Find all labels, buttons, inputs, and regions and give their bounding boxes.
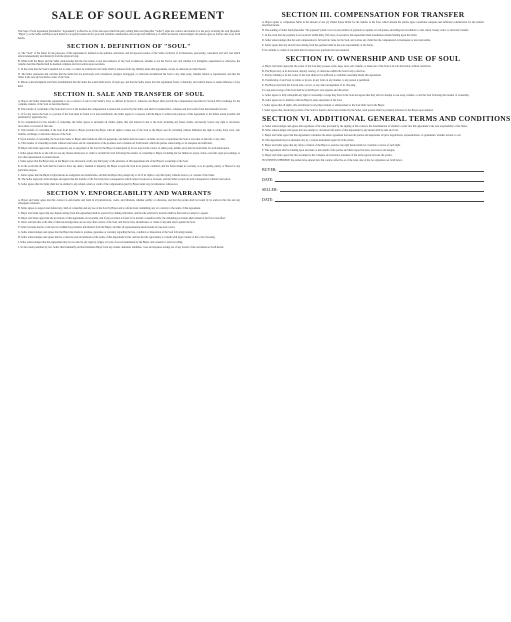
seller-date-field[interactable]: [275, 197, 484, 202]
clause: D. In consideration for the transfer of ownership, the Seller agrees to surrender all claims, rights, title and interest in and to the Soul, including any future claims, and hereby waives any right to rescission, revocation or reversal of this sale.: [18, 121, 240, 128]
clause: B. The transfer of ownership of the Soul shall occur at the moment the compensation is issued and received by the Seller, and shall be deemed final, complete and irrevocable from that moment forward.: [18, 108, 228, 112]
clause: B. Seller acknowledges and agrees that any attempt to circumvent the terms of this Agreement by any means shall be null and void.: [262, 129, 399, 133]
witness-clause: IN WITNESS WHEREOF, the parties have entered into this contract effective as of the latter date of the two signatures set forth below.: [262, 158, 403, 162]
buyer-date-line[interactable]: [262, 177, 484, 182]
clause: E. Seller warrants that at the time of their knowledge there are not any other owners of the Soul, and that no lien, encumbrance or claim of any kind exists against the Soul.: [18, 221, 196, 225]
clause: H. Seller acknowledges and agrees that he or she has read and understood the terms of this Agreement in full, and has had the opportunity to consult with legal counsel of his or her choosing.: [18, 236, 216, 240]
intro-paragraph: This Sale of Soul Agreement (hereinafter "Agreement") is effective as of the date upon which the party selling their soul (hereafter "Seller") signs the contract and returns it to the party receiving the soul (hereafter "Buyer"), as the Seller and Buyer each intend to be legally bound and for good and valuable consideration, the receipt and sufficiency of which are hereby acknowledged, the parties agree as follows and as set forth herein.: [18, 30, 240, 40]
clause: J. To the extent permitted by law, Seller shall indemnify and hold harmless Buyer from any claims, demands, liabilities, costs and expenses arising out of any breach of the warranties set forth herein.: [18, 245, 224, 249]
clause: D. Buyer and Seller agree that the provisions of this Agreement are severable, and if any provision is found to be invalid or unenforceable, the remaining provisions shall remain in full force and effect.: [18, 216, 227, 220]
clause: C. In the event that the payment is not received within thirty (30) days of execution, this Agreement shall nonetheless remain binding upon the Seller.: [262, 34, 418, 38]
clause: B. While both the Buyer and the Seller acknowledge that the true nature, scope and existence of any Soul is unknown, whether or not the Soul is real, and whether it is intangible, supernatural or otherwise, the transfer described herein shall be deemed complete and irrevocable upon execution.: [18, 60, 240, 67]
clause: E. This transfer of ownership of the Soul from Seller to Buyer provides the Buyer with all rights to make use of the Soul as the Buyer sees fit, including without limitation the right to retain, hold, store, sell, transfer, exchange or otherwise dispose of the Soul.: [18, 129, 240, 136]
section-title: SECTION V. ENFORCEABILITY AND WARRANTS: [46, 189, 212, 197]
clause: E. Phrase acknowledgment and fairly determination that the Seller has sound mind and is of legal age, and that the Seller enters into this Agreement freely, voluntarily, and without duress or undue influence of any kind.: [18, 81, 240, 88]
section-2: [18, 91, 240, 187]
clause: B. The Buyer may, at its discretion, display, catalog, or otherwise exhibit the Soul in any collection.: [262, 69, 366, 73]
clause: N. Seller agrees that the Seller shall not be entitled to any refund, return or credit of the compensation paid by Buyer under any circumstances whatsoever.: [18, 183, 179, 187]
clause: B. The sending of Seller funds (hereafter "the payment") shall occur via any method of payment acceptable to both parties, including but not limited to cash, check, money order, or electronic transfer.: [262, 29, 469, 33]
clause: A. Buyer and Seller intend this Agreement to be a contract of sale for the Seller's Soul, as defined in Section I. Likewise, the Buyer shall provide the compensation described in Section III in exchange for the complete transfer of the Soul as described herein.: [18, 99, 240, 107]
clause: A. Buyer and Seller agree that this contract is enforceable and valid in all jurisdictions, courts, and tribunals, whether earthly or otherwise, and that the parties shall be bound by its terms in this life and any subsequent existence.: [18, 198, 240, 205]
clause: J. Seller agrees that the Buyer may, in the Buyer's sole discretion, notify any third party of the existence of this Agreement and of the Buyer's ownership of the Soul.: [18, 160, 189, 164]
section-title: SECTION III. COMPENSATION FOR TRANSFER: [281, 10, 465, 19]
signature-block: [262, 167, 484, 202]
seller-date-line[interactable]: [262, 197, 484, 202]
seller-signature-line[interactable]: [262, 187, 484, 192]
clause: I. Seller agrees that he or she will not use any means whatsoever to claim or reclaim the Soul following the transfer of ownership to Buyer, including but not limited to prayer, ritual, exorcism, legal proceedings, or any other supernatural or natural means.: [18, 152, 240, 159]
clause: H. Buyer and Seller agree that when possession, use or enjoyment of the Soul by the Buyer is interrupted by forces beyond the control of either party, neither party shall be held liable for such interruption.: [18, 147, 230, 151]
clause: A. The "Soul" of the Seller for the purposes of this Agreement is defined as the spiritual, emotional, and incorporeal essence of the Seller, inclusive of all memories, personality, conscience and will, and which exists independently and distinctly from the physical body.: [18, 51, 240, 59]
clause: G. Seller agrees to fully relinquish any right of ownership or usage they have in the Soul and agrees that they will not attempt to use, keep, transfer, or sell the Soul following the transfer of ownership.: [262, 93, 470, 97]
section-3: [262, 10, 484, 52]
document-title: SALE OF SOUL AGREEMENT: [51, 10, 225, 22]
clause: L. Seller agrees that the Buyer's rights herein are assignable and transferable, and that the Buyer may assign any or all of its rights to any third party without notice to or consent of the Seller.: [18, 173, 215, 177]
buyer-date-label: DATE:: [262, 177, 274, 183]
clause: I. Seller agrees that all rights, title and interest in any improvement or enhancement to the Soul shall vest in the Buyer.: [262, 103, 385, 107]
clause: G. Buyer and Seller agree that this document is the complete and exclusive statement of the terms agreed between the parties.: [262, 153, 393, 157]
clause: C. Purely claiming to be the owner of the Soul shall not be sufficient to establish ownership absent this Agreement.: [262, 74, 382, 78]
clause: A. Seller acknowledges and agrees that regardless of the rules provided by the signing of this contract, the determination of whether to enter into this agreement is the sole responsibility of the Seller.: [262, 124, 468, 128]
section-title: SECTION IV. OWNERSHIP AND USE OF SOUL: [285, 53, 461, 63]
clause: G. Seller acknowledges and agrees that the Buyer has made no promise, guarantee or warranty regarding the fate, condition or disposition of the Soul following transfer.: [18, 231, 193, 235]
clause: F. Long-term storage of the Soul shall be at the Buyer's sole expense and discretion.: [262, 89, 349, 93]
clause: J. Seller agrees that, should any portion of the Soul be found to have been retained by the Seller, such portion shall be promptly delivered to the Buyer upon demand.: [262, 108, 434, 112]
clause: C. Buyer and Seller agree that this Agreement constitutes the entire agreement between the parties and supersedes all prior negotiations, representations, or agreements, whether written or oral.: [262, 134, 462, 138]
clause: C. Buyer and Seller agree that any dispute arising from this Agreement shall be resolved by binding arbitration, and that the arbitrator's decision shall be final and not subject to appeal.: [18, 211, 209, 215]
clause: E. Buyer and Seller agree that any delay or failure of the Buyer to exercise any right herein shall not constitute a waiver of such right.: [262, 144, 401, 148]
seller-label: SELLER:: [262, 187, 278, 193]
section-6: [262, 113, 511, 158]
section-title: SECTION I. DEFINITION OF "SOUL": [67, 42, 191, 50]
clause: A. Buyer agrees to compensate Seller in the amount of one (1) United States Dollar for the transfer of the Soul, which amount the parties agree constitutes adequate and sufficient consideration for the transfer described herein.: [262, 21, 484, 28]
clause: D. Seller acknowledges that the said compensation is full and fair value for the Soul, and waives any claim that the compensation is inadequate or unconscionable.: [262, 38, 431, 42]
section-5: [18, 190, 240, 250]
clause: E. The Buyer may hold the Soul in trust, escrow, or any other arrangement of its choosing.: [262, 84, 356, 88]
clause: F. Upon transfer of ownership, the Soul from Seller to Buyer shall remain in effect in perpetuity, and Seller shall not seek to reclaim, recover or repurchase the Soul at any time, in this life or any other.: [18, 137, 226, 141]
buyer-date-field[interactable]: [275, 177, 484, 182]
clause: F. This Agreement shall be binding upon and inure to the benefit of the parties and their respective heirs, successors and assigns.: [262, 149, 396, 152]
left-column: [18, 30, 240, 618]
seller-signature-field[interactable]: [280, 187, 484, 192]
section-4: [262, 54, 484, 112]
clause: H. Seller agrees not to interfere with the Buyer's quiet enjoyment of the Soul.: [262, 98, 343, 102]
clause: B. Seller agrees to support and defend any claim of ownership and any use of the Soul by Buyer and to refrain from committing any act contrary to the terms of this Agreement.: [18, 206, 201, 210]
clause: F. No refunds or credits of any kind shall be issued once payment has been tendered.: [262, 48, 350, 52]
clause: F. Seller warrants that he or she has not withheld any material information from the Buyer, and that all representations made herein are true and correct.: [18, 226, 176, 230]
clause: A. Buyer and Seller agree that the owner of the Soul may possess, trade, keep, store, sell, transfer, or make use of the Soul at its sole discretion, without restriction.: [262, 64, 432, 68]
clause: C. If for any reason the Soul or a portion of the Soul must be found to be non-transferable, the Seller agrees to cooperate with the Buyer to achieve the purpose of this Agreement to the fullest extent possible and permitted by applicable law.: [18, 113, 240, 120]
right-column: [262, 10, 511, 618]
clause: D. Transferring of said Soul, in whole or in part, in any form, in any manner, to any person is permitted.: [262, 79, 370, 83]
clause: D. The Seller represents and warrants that the Seller has not previously sold, transferred, pledged, mortgaged, or otherwise encumbered the Soul to any other party, whether natural or supernatural, and that the Seller is the sole and exclusive owner of the Soul.: [18, 73, 240, 80]
clause: G. This transfer of ownership is made without reservation and in consideration of the promises and covenants set forth herein, which the parties acknowledge to be adequate and sufficient.: [18, 142, 213, 146]
section-1: [18, 43, 240, 88]
clause: D. This Agreement may be amended only by a written instrument signed by both parties.: [262, 139, 355, 143]
buyer-signature-line[interactable]: [262, 167, 484, 172]
seller-date-label: DATE:: [262, 197, 274, 203]
clause: C. In the event that the Soul is deemed not to exist, or cannot be transferred, the Seller shall be released from any liability under this Agreement, except as otherwise provided herein.: [18, 68, 207, 72]
buyer-label: BUYER:: [262, 167, 277, 173]
clause: I. Seller acknowledges that this Agreement may be recorded in any registry, ledger, or book of record maintained by the Buyer, and consents to such recording.: [18, 241, 183, 245]
section-title: SECTION II. SALE AND TRANSFER OF SOUL: [53, 90, 205, 98]
clause: E. Seller agrees that any and all taxes arising from the payment shall be the sole responsibility of the Seller.: [262, 43, 374, 47]
clause: K. In the event that the Soul shall be found to have any defect, blemish or impurity, the Buyer accepts the Soul in its present condition, and the Seller makes no warranty as to its quality, purity, or fitness for any particular purpose.: [18, 165, 240, 172]
clause: M. The Seller expressly acknowledges and agrees that the transfer of the Soul may have consequences which cannot be known or foreseen, and the Seller accepts all such consequences without reservation.: [18, 178, 231, 182]
buyer-signature-field[interactable]: [279, 167, 484, 172]
section-title: SECTION VI. ADDITIONAL GENERAL TERMS AND CONDITIONS: [262, 113, 511, 123]
